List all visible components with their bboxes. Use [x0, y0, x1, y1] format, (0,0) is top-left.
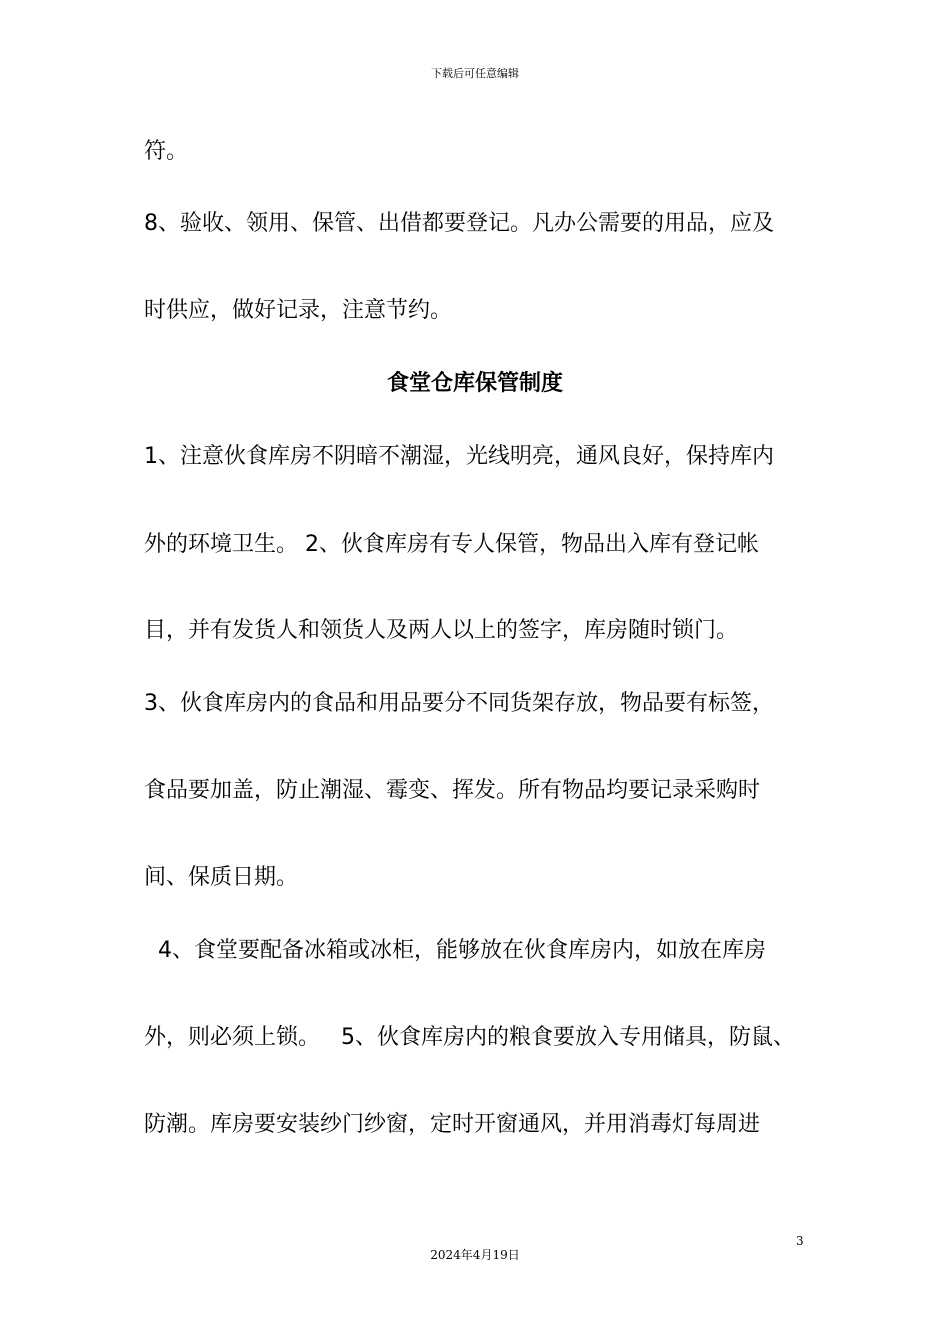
body-line: 食品要加盖，防止潮湿、霉变、挥发。所有物品均要记录采购时	[144, 778, 761, 803]
section-title: 食堂仓库保管制度	[386, 371, 563, 396]
page-header: 下载后可任意编辑	[431, 67, 519, 80]
body-line: 4、食堂要配备冰箱或冰柜，能够放在伙食库房内，如放在库房	[144, 938, 766, 963]
body-line: 间、保质日期。	[144, 865, 299, 890]
body-line: 时供应，做好记录，注意节约。	[144, 298, 453, 323]
body-line: 1、注意伙食库房不阴暗不潮湿，光线明亮，通风良好，保持库内	[144, 444, 774, 469]
body-line: 防潮。库房要安装纱门纱窗，定时开窗通风，并用消毒灯每周进	[144, 1112, 761, 1137]
body-line: 8、验收、领用、保管、出借都要登记。凡办公需要的用品，应及	[144, 211, 774, 236]
page-number: 3	[796, 1234, 804, 1248]
body-line: 目，并有发货人和领货人及两人以上的签字，库房随时锁门。	[144, 618, 739, 643]
footer-date: 2024年4月19日	[430, 1248, 520, 1262]
body-line: 3、伙食库房内的食品和用品要分不同货架存放，物品要有标签，	[144, 691, 774, 716]
body-line: 外的环境卫生。 2、伙食库房有专人保管，物品出入库有登记帐	[144, 532, 759, 557]
body-line: 外，则必须上锁。 5、伙食库房内的粮食要放入专用储具，防鼠、	[144, 1025, 795, 1050]
body-line: 符。	[144, 139, 189, 164]
